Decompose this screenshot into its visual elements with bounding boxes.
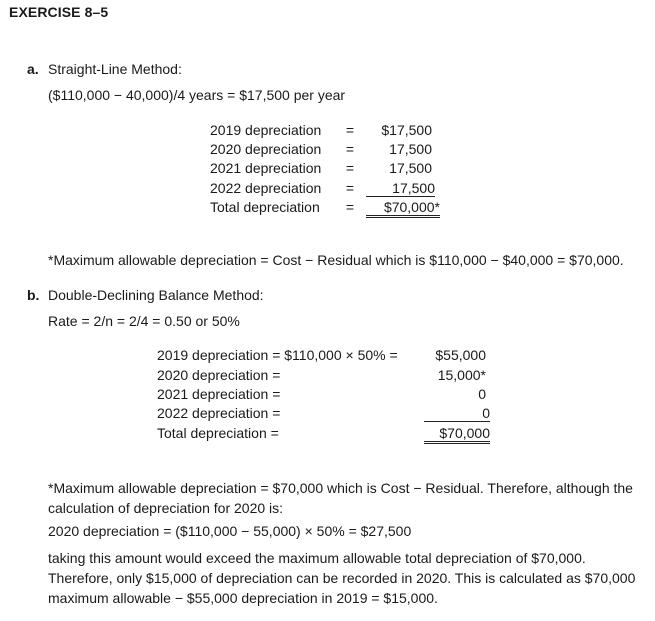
- part-a-formula: ($110,000 − 40,000)/4 years = $17,500 per year: [48, 87, 346, 103]
- b-total-value: $70,000: [424, 425, 490, 444]
- a-row-label: 2022 depreciation: [210, 180, 322, 196]
- a-total-value: $70,000*: [366, 199, 440, 218]
- part-b-closing: taking this amount would exceed the maximum allowable total depreciation of $70,000. Therefore, only $15,000 of depreciation can be recorded in 2020. This is calculated as $70,000 maximum allowable − $55,000 depreciation in 2019 = $15,000.: [48, 550, 636, 606]
- part-b-marker: b.: [27, 287, 40, 303]
- b-row-label: 2020 depreciation =: [157, 367, 281, 383]
- b-row-value: $55,000: [435, 347, 486, 363]
- b-row-value: 0: [478, 386, 486, 402]
- a-total-label: Total depreciation: [210, 199, 320, 215]
- b-row-label: 2019 depreciation = $110,000 × 50% =: [157, 347, 398, 363]
- a-row-label: 2021 depreciation: [210, 160, 322, 176]
- part-a-marker: a.: [27, 61, 39, 77]
- b-row-label: 2022 depreciation =: [157, 405, 281, 421]
- a-row-value: $17,500: [381, 122, 432, 138]
- a-total-equals: =: [345, 199, 355, 215]
- b-row-value: 0: [424, 405, 490, 422]
- part-b-rate: Rate = 2/n = 2/4 = 0.50 or 50%: [48, 313, 240, 329]
- part-a-heading: Straight-Line Method:: [48, 61, 182, 77]
- a-row-equals: =: [345, 160, 355, 176]
- b-total-label: Total depreciation =: [157, 425, 279, 441]
- b-row-value: 15,000*: [437, 367, 486, 383]
- a-row-equals: =: [345, 122, 355, 138]
- a-row-equals: =: [345, 180, 355, 196]
- exercise-title: EXERCISE 8–5: [9, 4, 109, 20]
- b-row-label: 2021 depreciation =: [157, 386, 281, 402]
- a-row-value: 17,500: [389, 141, 432, 157]
- part-b-2020-calculation: 2020 depreciation = ($110,000 − 55,000) × 50% = $27,500: [48, 523, 412, 539]
- a-row-value: 17,500: [366, 180, 435, 197]
- a-row-value: 17,500: [389, 160, 432, 176]
- part-b-heading: Double-Declining Balance Method:: [48, 287, 264, 303]
- a-row-label: 2020 depreciation: [210, 141, 322, 157]
- part-b-footnote: *Maximum allowable depreciation = $70,000 which is Cost − Residual. Therefore, although the calculation of depreciation for 2020 is:: [48, 480, 633, 516]
- part-a-footnote: *Maximum allowable depreciation = Cost − Residual which is $110,000 − $40,000 = $70,000.: [48, 252, 624, 268]
- a-row-label: 2019 depreciation: [210, 122, 322, 138]
- a-row-equals: =: [345, 141, 355, 157]
